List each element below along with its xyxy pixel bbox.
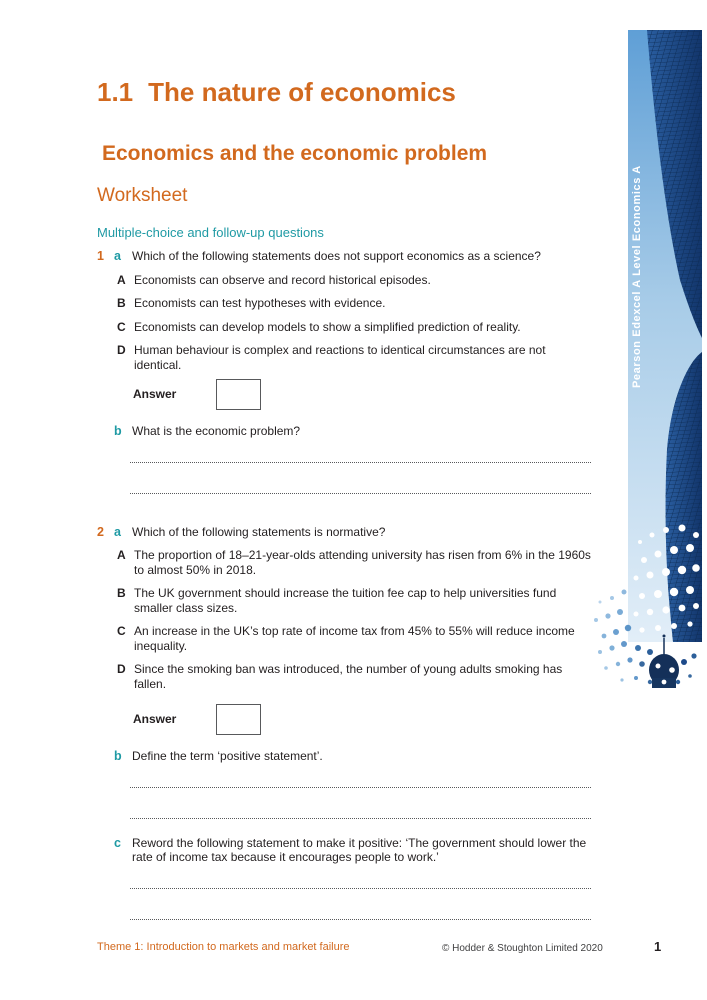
sidebar-vertical-text: Pearson Edexcel A Level Economics A <box>631 165 643 388</box>
option-text: The UK government should increase the tuition fee cap to help universities fund smaller class sizes. <box>134 586 557 615</box>
option-row <box>117 548 591 577</box>
question-part-2b <box>97 749 591 819</box>
option-letter: D <box>117 662 126 676</box>
option-row <box>117 273 591 288</box>
option-letter: D <box>117 343 126 357</box>
question-part-1a <box>97 249 591 411</box>
answer-line[interactable] <box>130 788 591 819</box>
question-number: 2 <box>97 524 104 539</box>
option-row <box>117 343 591 372</box>
answer-label: Answer <box>133 712 177 727</box>
answer-lines <box>130 439 591 494</box>
option-text: Economists can test hypotheses with evidence. <box>134 296 386 310</box>
answer-box-q2a[interactable] <box>216 704 261 735</box>
page-title <box>97 79 591 106</box>
part-letter: c <box>114 835 121 850</box>
question-2 <box>97 525 591 920</box>
part-text: Reword the following statement to make it positive: ‘The government should lower the rate of income tax because it encourages people to work.’ <box>132 835 587 864</box>
part-text: What is the economic problem? <box>132 424 301 438</box>
part-text: Which of the following statements does not support economics as a science? <box>132 249 541 263</box>
answer-line[interactable] <box>130 889 591 920</box>
part-letter: a <box>114 524 121 539</box>
option-text: Economists can observe and record historical episodes. <box>134 272 431 287</box>
option-row <box>117 296 591 311</box>
question-part-1b <box>97 424 591 494</box>
main-content <box>97 0 591 920</box>
option-letter: B <box>117 296 126 310</box>
worksheet-label: Worksheet <box>97 185 188 206</box>
part-letter: b <box>114 424 122 438</box>
question-1 <box>97 249 591 494</box>
answer-lines <box>130 764 591 819</box>
answer-line[interactable] <box>130 764 591 788</box>
page-number: 1 <box>654 939 662 954</box>
option-text: Economists can develop models to show a simplified prediction of reality. <box>134 319 521 334</box>
footer-theme: Theme 1: Introduction to markets and market failure <box>97 941 350 953</box>
part-text: Define the term ‘positive statement’. <box>132 749 323 763</box>
option-row <box>117 320 591 335</box>
option-letter: C <box>117 319 126 334</box>
topic-subtitle: Economics and the economic problem <box>102 142 488 165</box>
option-text: An increase in the UK’s top rate of income tax from 45% to 55% will reduce income inequality. <box>134 624 575 653</box>
option-text: The proportion of 18–21-year-olds attending university has risen from 6% in the 1960s to almost 50% in 2018. <box>134 548 591 577</box>
answer-line[interactable] <box>130 439 591 463</box>
part-text: Which of the following statements is normative? <box>132 524 386 539</box>
instructions-label: Multiple-choice and follow-up questions <box>97 225 324 240</box>
question-part-2a <box>97 525 591 737</box>
answer-lines <box>130 865 591 920</box>
option-letter: A <box>117 272 126 287</box>
option-text: Human behaviour is complex and reactions to identical circumstances are not identical. <box>134 343 546 372</box>
option-letter: B <box>117 586 126 600</box>
option-row <box>117 662 591 691</box>
answer-row <box>133 378 591 411</box>
option-text: Since the smoking ban was introduced, the number of young adults smoking has fallen. <box>134 662 563 691</box>
answer-row <box>133 703 591 736</box>
question-part-2c <box>97 836 591 920</box>
footer-copyright: © Hodder & Stoughton Limited 2020 <box>442 943 603 954</box>
part-letter: b <box>114 749 122 763</box>
answer-label: Answer <box>133 387 177 402</box>
chapter-title: The nature of economics <box>148 77 456 107</box>
option-row <box>117 624 591 653</box>
answer-line[interactable] <box>130 463 591 494</box>
skyscraper-photo <box>592 30 702 690</box>
question-number: 1 <box>97 249 104 263</box>
option-letter: A <box>117 548 126 562</box>
answer-line[interactable] <box>130 865 591 889</box>
option-letter: C <box>117 624 126 638</box>
answer-box-q1a[interactable] <box>216 379 261 410</box>
option-row <box>117 586 591 615</box>
chapter-number: 1.1 <box>97 77 134 107</box>
part-letter: a <box>114 249 121 263</box>
